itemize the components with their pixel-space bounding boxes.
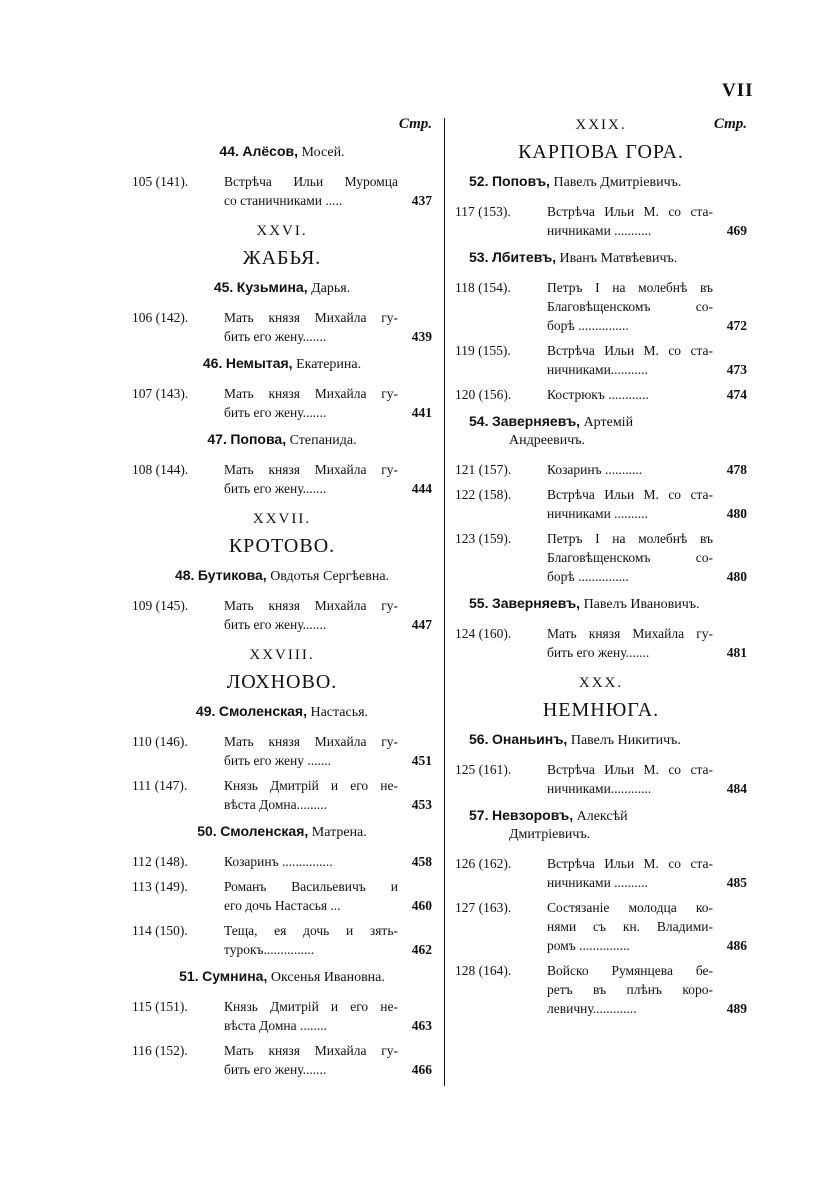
singer-given-name: Мосей. [301, 145, 345, 160]
entry-title-line [547, 936, 747, 955]
entry-title-text: ретъ въ плѣнъ коро- [547, 982, 713, 997]
entry-title-line [224, 191, 432, 210]
entry-page-spacer [713, 297, 747, 316]
entry-number: 108 (144). [132, 462, 189, 477]
entry-title-text: ромъ ............... [547, 938, 630, 953]
page-column-header: Стр. [713, 116, 747, 132]
entry-title [547, 854, 747, 892]
entry-page-number: 474 [726, 387, 747, 402]
entry-title-line [547, 643, 747, 662]
singer-number: 55. [469, 595, 489, 611]
entry-page-number: 453 [411, 797, 432, 812]
singer-heading [455, 248, 747, 268]
entry-page-spacer [713, 548, 747, 567]
toc-entry [455, 898, 747, 955]
section-title: ЛОХНОВО. [226, 671, 338, 693]
entry-page-number: 480 [726, 569, 747, 584]
column-divider [444, 118, 445, 1086]
entry-title-text: бить его жену....... [224, 1062, 327, 1077]
entry-page-number: 473 [726, 362, 747, 377]
entry-title-text: Встрѣча Ильи М. со ста- [547, 762, 713, 777]
entry-page-spacer [713, 980, 747, 999]
entry-title-text: нями съ кн. Владими- [547, 919, 713, 934]
singer-heading [132, 142, 432, 162]
singer-number: 53. [469, 249, 489, 265]
entry-page-spacer [398, 732, 432, 751]
entry-page-spacer [398, 1041, 432, 1060]
entry-title-line [547, 854, 747, 873]
entry-page-number: 437 [411, 193, 432, 208]
entry-title-text: со станичниками ..... [224, 193, 343, 208]
entry-title-text: Мать князя Михайла гу- [224, 598, 398, 613]
entry-page-spacer [713, 485, 747, 504]
entry-number: 119 (155). [455, 343, 511, 358]
singer-given-name: Оксенья Ивановна. [270, 970, 385, 985]
entry-title-text: бить его жену....... [224, 329, 327, 344]
entry-title-text: ничниками ........... [547, 223, 652, 238]
singer-given-name: Павелъ Ивановичъ. [583, 597, 700, 612]
singer-number: 44. [219, 143, 239, 159]
singer-surname: Смоленская, [220, 823, 309, 839]
entry-title-text: Мать князя Михайла гу- [547, 626, 713, 641]
singer-surname: Онаньинъ, [491, 731, 568, 747]
singer-heading [132, 967, 432, 987]
entry-title-text: ничниками........... [547, 362, 648, 377]
singer-number: 50. [197, 823, 217, 839]
entry-title-line [547, 529, 747, 548]
entry-page-number: 441 [411, 405, 432, 420]
entry-title-text: борѣ ............... [547, 318, 629, 333]
entry-title-text: Романъ Васильевичъ и [224, 879, 398, 894]
singer-number: 45. [213, 279, 234, 295]
entry-title [547, 624, 747, 662]
entry-title-text: Благовѣщенскомъ со- [547, 299, 713, 314]
entry-page-spacer [398, 308, 432, 327]
toc-entry [132, 921, 432, 959]
entry-number: 120 (156). [455, 387, 512, 402]
entry-title-line [224, 776, 432, 795]
entry-title [224, 460, 432, 498]
entry-title-line [547, 485, 747, 504]
entry-page-spacer [398, 877, 432, 896]
section-title: КАРПОВА ГОРА. [518, 141, 684, 163]
entry-title-line [547, 316, 747, 335]
entry-title-text: Теща, ея дочь и зять- [224, 923, 398, 938]
entry-page-spacer [398, 997, 432, 1016]
section-title: КРОТОВО. [228, 535, 336, 557]
entry-title [224, 596, 432, 634]
singer-number: 52. [469, 173, 489, 189]
singer-number: 48. [174, 567, 195, 583]
entry-page-spacer [398, 921, 432, 940]
toc-entry [132, 460, 432, 498]
entry-title-text: Петръ I на молебнѣ въ [547, 531, 713, 546]
entry-title-line [224, 1016, 432, 1035]
entry-page-spacer [398, 384, 432, 403]
toc-entry [132, 308, 432, 346]
singer-given-name: Екатерина. [296, 357, 362, 372]
entry-number: 121 (157). [455, 462, 512, 477]
entry-title-text: турокъ............... [224, 942, 315, 957]
toc-entry [455, 961, 747, 1018]
entry-title-text: левичну............. [547, 1001, 637, 1016]
entry-page-number: 451 [411, 753, 432, 768]
entry-title-line [547, 202, 747, 221]
entry-number: 117 (153). [455, 204, 511, 219]
singer-number: 54. [469, 413, 489, 429]
entry-title [547, 485, 747, 523]
singer-given-name: Настасья. [310, 705, 369, 720]
singer-given-name: Павелъ Никитичъ. [570, 733, 681, 748]
entry-number: 125 (161). [455, 762, 512, 777]
entry-number: 115 (151). [132, 999, 188, 1014]
singer-heading [455, 172, 747, 192]
section-heading [455, 116, 747, 164]
entry-page-number: 439 [411, 329, 432, 344]
section-heading [132, 646, 432, 694]
entry-page-spacer [713, 202, 747, 221]
singer-surname: Поповъ, [491, 173, 550, 189]
entry-title-line [224, 596, 432, 615]
entry-title [547, 341, 747, 379]
singer-surname: Алёсов, [242, 143, 299, 159]
singer-heading [132, 430, 432, 450]
entry-title-text: Мать князя Михайла гу- [224, 734, 398, 749]
entry-page-number: 486 [726, 938, 747, 953]
entry-title-line [224, 1041, 432, 1060]
entry-title-line [224, 1060, 432, 1079]
entry-title-line [547, 567, 747, 586]
entry-title [224, 308, 432, 346]
entry-title-line [547, 961, 747, 980]
entry-number: 105 (141). [132, 174, 189, 189]
singer-surname: Невзоровъ, [491, 807, 574, 823]
entry-title-line [547, 548, 747, 567]
entry-title-text: Мать князя Михайла гу- [224, 1043, 398, 1058]
left-column [132, 114, 432, 1085]
right-column [455, 114, 747, 1024]
entry-title-text: ничниками .......... [547, 506, 648, 521]
singer-given-name: Алексѣй [576, 809, 628, 824]
entry-title-line [547, 898, 747, 917]
singer-given-name: Артемій [583, 415, 634, 430]
singer-given-name: Павелъ Дмитріевичъ. [553, 175, 682, 190]
entry-title-text: бить его жену ....... [224, 753, 331, 768]
singer-surname: Кузьмина, [236, 279, 308, 295]
entry-title-line [224, 921, 432, 940]
singer-surname: Заверняевъ, [491, 595, 581, 611]
entry-title-line [547, 917, 747, 936]
entry-title [224, 776, 432, 814]
entry-title-line [224, 852, 432, 871]
entry-page-number: 460 [411, 898, 432, 913]
singer-surname: Заверняевъ, [491, 413, 581, 429]
entry-number: 110 (146). [132, 734, 188, 749]
entry-title-text: Козаринъ ............... [224, 854, 333, 869]
singer-heading [132, 354, 432, 374]
entry-title-line [224, 403, 432, 422]
toc-entry [455, 529, 747, 586]
entry-number: 106 (142). [132, 310, 189, 325]
entry-title [224, 852, 432, 871]
entry-number: 124 (160). [455, 626, 512, 641]
singer-given-name-continued: Андреевичъ. [509, 433, 586, 448]
entry-page-number: 469 [726, 223, 747, 238]
entry-title-text: Встрѣча Ильи М. со ста- [547, 204, 713, 219]
toc-entry [132, 1041, 432, 1079]
entry-title-line [224, 460, 432, 479]
toc-entry [132, 732, 432, 770]
singer-given-name: Овдотья Сергѣевна. [270, 569, 390, 584]
entry-number: 113 (149). [132, 879, 188, 894]
singer-given-name: Степанида. [289, 433, 357, 448]
entry-title-text: Мать князя Михайла гу- [224, 462, 398, 477]
section-roman-numeral: XXIX. [575, 117, 627, 133]
entry-number: 114 (150). [132, 923, 188, 938]
toc-entry [132, 776, 432, 814]
entry-title-text: ничниками............ [547, 781, 652, 796]
entry-title [224, 1041, 432, 1079]
singer-heading [132, 566, 432, 586]
entry-page-number: 466 [411, 1062, 432, 1077]
entry-number: 109 (145). [132, 598, 189, 613]
entry-title-text: Состязаніе молодца ко- [547, 900, 713, 915]
section-roman-numeral: XXVIII. [249, 647, 315, 663]
toc-entry [455, 854, 747, 892]
entry-title [224, 997, 432, 1035]
entry-page-number: 489 [726, 1001, 747, 1016]
singer-surname: Попова, [230, 431, 287, 447]
entry-title-line [547, 460, 747, 479]
section-heading [132, 510, 432, 558]
toc-entry [132, 596, 432, 634]
entry-title-text: Мать князя Михайла гу- [224, 310, 398, 325]
entry-page-spacer [398, 596, 432, 615]
entry-title [224, 172, 432, 210]
entry-title-line [547, 341, 747, 360]
section-title: ЖАБЬЯ. [242, 247, 322, 269]
singer-number: 51. [179, 968, 199, 984]
toc-entry [455, 760, 747, 798]
entry-title-line [547, 999, 747, 1018]
entry-title-text: бить его жену....... [224, 617, 327, 632]
singer-number: 49. [195, 703, 216, 719]
entry-page-number: 472 [726, 318, 747, 333]
entry-title [547, 278, 747, 335]
entry-number: 126 (162). [455, 856, 512, 871]
entry-page-spacer [713, 898, 747, 917]
entry-title-text: Благовѣщенскомъ со- [547, 550, 713, 565]
entry-page-spacer [713, 917, 747, 936]
toc-entry [455, 341, 747, 379]
toc-entry [455, 460, 747, 479]
singer-heading [132, 822, 432, 842]
entry-title-text: бить его жену....... [224, 481, 327, 496]
entry-title [547, 529, 747, 586]
entry-title-text: бить его жену....... [547, 645, 650, 660]
toc-entry [132, 384, 432, 422]
section-title: НЕМНЮГА. [542, 699, 660, 721]
entry-number: 127 (163). [455, 900, 512, 915]
entry-title-text: Князь Дмитрій и его не- [224, 778, 398, 793]
entry-title-text: Встрѣча Ильи М. со ста- [547, 856, 713, 871]
entry-page-number: 444 [411, 481, 432, 496]
entry-title-line [224, 308, 432, 327]
entry-title-text: Встрѣча Ильи Муромца [224, 174, 398, 189]
singer-number: 57. [469, 807, 489, 823]
entry-title [547, 202, 747, 240]
singer-surname: Немытая, [225, 355, 293, 371]
entry-page-spacer [713, 854, 747, 873]
toc-entry [132, 877, 432, 915]
section-roman-numeral: XXX. [578, 675, 624, 691]
entry-title-line [547, 779, 747, 798]
entry-title-text: вѣста Домна ........ [224, 1018, 327, 1033]
page-number: VII [722, 80, 754, 101]
section-roman-numeral: XXVI. [256, 223, 308, 239]
entry-title-text: Кострюкъ ............ [547, 387, 649, 402]
singer-given-name: Иванъ Матвѣевичъ. [559, 251, 678, 266]
singer-heading [455, 730, 747, 750]
entry-title [224, 384, 432, 422]
toc-entry [455, 485, 747, 523]
toc-entry [132, 172, 432, 210]
toc-entry [455, 202, 747, 240]
entry-title-text: вѣста Домна......... [224, 797, 327, 812]
toc-entry [455, 278, 747, 335]
entry-title-line [547, 873, 747, 892]
entry-title [547, 385, 747, 404]
entry-title-line [224, 172, 432, 191]
entry-title-text: Встрѣча Ильи М. со ста- [547, 487, 713, 502]
entry-number: 107 (143). [132, 386, 189, 401]
entry-page-spacer [713, 624, 747, 643]
entry-title-text: Войско Румянцева бе- [547, 963, 713, 978]
entry-title-line [224, 877, 432, 896]
entry-page-number: 484 [726, 781, 747, 796]
entry-page-number: 462 [411, 942, 432, 957]
entry-page-number: 485 [726, 875, 747, 890]
entry-number: 116 (152). [132, 1043, 188, 1058]
entry-title-text: борѣ ............... [547, 569, 629, 584]
entry-title-line [547, 385, 747, 404]
entry-number: 122 (158). [455, 487, 512, 502]
singer-heading [132, 278, 432, 298]
entry-title-line [224, 732, 432, 751]
singer-number: 56. [469, 731, 489, 747]
singer-surname: Смоленская, [218, 703, 307, 719]
entry-number: 112 (148). [132, 854, 188, 869]
entry-title [224, 732, 432, 770]
page-column-header: Стр. [398, 116, 432, 132]
entry-title [547, 898, 747, 955]
section-heading [455, 674, 747, 722]
entry-title-line [224, 327, 432, 346]
entry-title-line [547, 278, 747, 297]
entry-number: 123 (159). [455, 531, 512, 546]
section-roman-numeral: XXVII. [252, 511, 312, 527]
entry-title-text: бить его жену....... [224, 405, 327, 420]
entry-title-line [224, 896, 432, 915]
entry-page-number: 478 [726, 462, 747, 477]
entry-title-line [547, 297, 747, 316]
entry-title-line [224, 751, 432, 770]
entry-page-number: 458 [411, 854, 432, 869]
entry-title-line [224, 615, 432, 634]
singer-surname: Бутикова, [197, 567, 267, 583]
entry-page-spacer [713, 278, 747, 297]
entry-page-spacer [713, 529, 747, 548]
entry-title-text: Встрѣча Ильи М. со ста- [547, 343, 713, 358]
entry-number: 111 (147). [132, 778, 188, 793]
entry-page-number: 447 [411, 617, 432, 632]
entry-title-text: ничниками .......... [547, 875, 648, 890]
singer-heading [455, 594, 747, 614]
singer-heading [455, 412, 747, 450]
entry-page-number: 481 [726, 645, 747, 660]
entry-page-number: 480 [726, 506, 747, 521]
entry-page-spacer [713, 760, 747, 779]
entry-title [224, 921, 432, 959]
singer-given-name: Дарья. [311, 281, 351, 296]
entry-title-text: Мать князя Михайла гу- [224, 386, 398, 401]
singer-heading [455, 806, 747, 844]
entry-title-line [224, 940, 432, 959]
entry-page-spacer [398, 172, 432, 191]
entry-title-line [547, 624, 747, 643]
entry-title-text: Петръ I на молебнѣ въ [547, 280, 713, 295]
singer-given-name-continued: Дмитріевичъ. [509, 827, 591, 842]
entry-title-line [224, 997, 432, 1016]
entry-title [547, 961, 747, 1018]
section-heading [132, 222, 432, 270]
entry-title-line [224, 795, 432, 814]
entry-page-spacer [398, 776, 432, 795]
entry-page-spacer [713, 961, 747, 980]
entry-title-line [547, 504, 747, 523]
singer-given-name: Матрена. [311, 825, 367, 840]
entry-title-line [224, 479, 432, 498]
entry-title-text: Князь Дмитрій и его не- [224, 999, 398, 1014]
entry-title [547, 760, 747, 798]
entry-title-line [224, 384, 432, 403]
entry-title [547, 460, 747, 479]
entry-page-number: 463 [411, 1018, 432, 1033]
toc-entry [132, 997, 432, 1035]
entry-title-line [547, 980, 747, 999]
entry-number: 118 (154). [455, 280, 511, 295]
singer-number: 47. [207, 431, 227, 447]
entry-title-text: Козаринъ ........... [547, 462, 643, 477]
entry-title-line [547, 360, 747, 379]
toc-entry [132, 852, 432, 871]
toc-entry [455, 385, 747, 404]
entry-title-line [547, 221, 747, 240]
entry-page-spacer [713, 341, 747, 360]
singer-surname: Сумнина, [202, 968, 268, 984]
entry-title-line [547, 760, 747, 779]
singer-heading [132, 702, 432, 722]
entry-number: 128 (164). [455, 963, 512, 978]
entry-page-spacer [398, 460, 432, 479]
toc-entry [455, 624, 747, 662]
entry-title-text: его дочь Настасья ... [224, 898, 341, 913]
singer-number: 46. [202, 355, 223, 371]
entry-title [224, 877, 432, 915]
singer-surname: Лбитевъ, [491, 249, 557, 265]
